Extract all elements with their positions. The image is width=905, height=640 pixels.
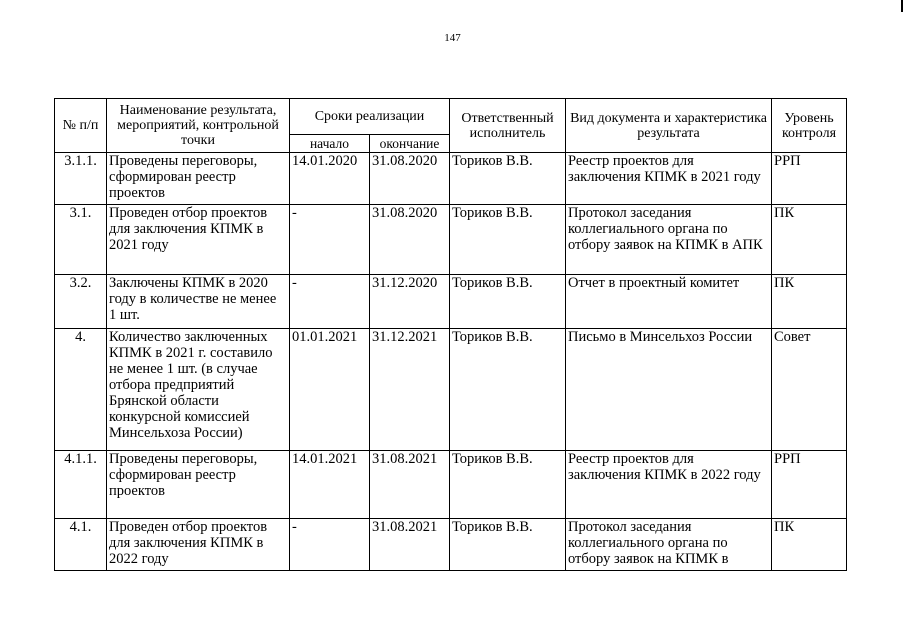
table-row — [55, 275, 847, 329]
row-num: 4.1. — [55, 519, 107, 571]
row-end: 31.08.2020 — [370, 205, 450, 275]
page-number: 147 — [444, 32, 461, 44]
row-document: Письмо в Минсельхоз России — [566, 329, 772, 451]
row-responsible: Ториков В.В. — [450, 275, 566, 329]
row-num: 4.1.1. — [55, 451, 107, 519]
row-start: 14.01.2021 — [290, 451, 370, 519]
row-end: 31.08.2021 — [370, 519, 450, 571]
table-row — [55, 519, 847, 571]
header-name: Наименование результата, мероприятий, контрольной точки — [107, 99, 290, 153]
row-responsible: Ториков В.В. — [450, 329, 566, 451]
row-name: Проведен отбор проектов для заключения КПМК в 2021 году — [107, 205, 290, 275]
row-start: - — [290, 205, 370, 275]
header-terms: Сроки реализации — [290, 99, 450, 135]
row-level: РРП — [772, 153, 847, 205]
row-name: Проведены переговоры, сформирован реестр проектов — [107, 153, 290, 205]
row-name: Проведен отбор проектов для заключения КПМК в 2022 году — [107, 519, 290, 571]
row-num: 3.1.1. — [55, 153, 107, 205]
row-start: 01.01.2021 — [290, 329, 370, 451]
row-responsible: Ториков В.В. — [450, 519, 566, 571]
implementation-plan-table — [54, 98, 847, 571]
header-responsible: Ответственный исполнитель — [450, 99, 566, 153]
row-num: 3.1. — [55, 205, 107, 275]
row-level: РРП — [772, 451, 847, 519]
row-name: Количество заключенных КПМК в 2021 г. составило не менее 1 шт. (в случае отбора предприятий Брянской области конкурсной комиссией Минсельхоза России) — [107, 329, 290, 451]
row-end: 31.12.2020 — [370, 275, 450, 329]
table-row — [55, 329, 847, 451]
row-document: Протокол заседания коллегиального органа по отбору заявок на КПМК в АПК — [566, 205, 772, 275]
header-end: окончание — [370, 135, 450, 153]
row-document: Протокол заседания коллегиального органа по отбору заявок на КПМК в — [566, 519, 772, 571]
table-row — [55, 451, 847, 519]
row-level: ПК — [772, 519, 847, 571]
row-responsible: Ториков В.В. — [450, 153, 566, 205]
row-end: 31.12.2021 — [370, 329, 450, 451]
header-level: Уровень контроля — [772, 99, 847, 153]
row-end: 31.08.2021 — [370, 451, 450, 519]
table-row — [55, 153, 847, 205]
row-end: 31.08.2020 — [370, 153, 450, 205]
row-start: - — [290, 519, 370, 571]
row-name: Заключены КПМК в 2020 году в количестве не менее 1 шт. — [107, 275, 290, 329]
header-start: начало — [290, 135, 370, 153]
row-num: 4. — [55, 329, 107, 451]
row-responsible: Ториков В.В. — [450, 451, 566, 519]
row-start: 14.01.2020 — [290, 153, 370, 205]
table-row — [55, 205, 847, 275]
row-level: Совет — [772, 329, 847, 451]
row-responsible: Ториков В.В. — [450, 205, 566, 275]
row-document: Реестр проектов для заключения КПМК в 2021 году — [566, 153, 772, 205]
row-start: - — [290, 275, 370, 329]
header-num: № п/п — [55, 99, 107, 153]
row-level: ПК — [772, 205, 847, 275]
row-document: Реестр проектов для заключения КПМК в 2022 году — [566, 451, 772, 519]
row-num: 3.2. — [55, 275, 107, 329]
row-name: Проведены переговоры, сформирован реестр проектов — [107, 451, 290, 519]
header-document: Вид документа и характеристика результата — [566, 99, 772, 153]
row-document: Отчет в проектный комитет — [566, 275, 772, 329]
row-level: ПК — [772, 275, 847, 329]
scan-edge-mark — [901, 0, 903, 12]
